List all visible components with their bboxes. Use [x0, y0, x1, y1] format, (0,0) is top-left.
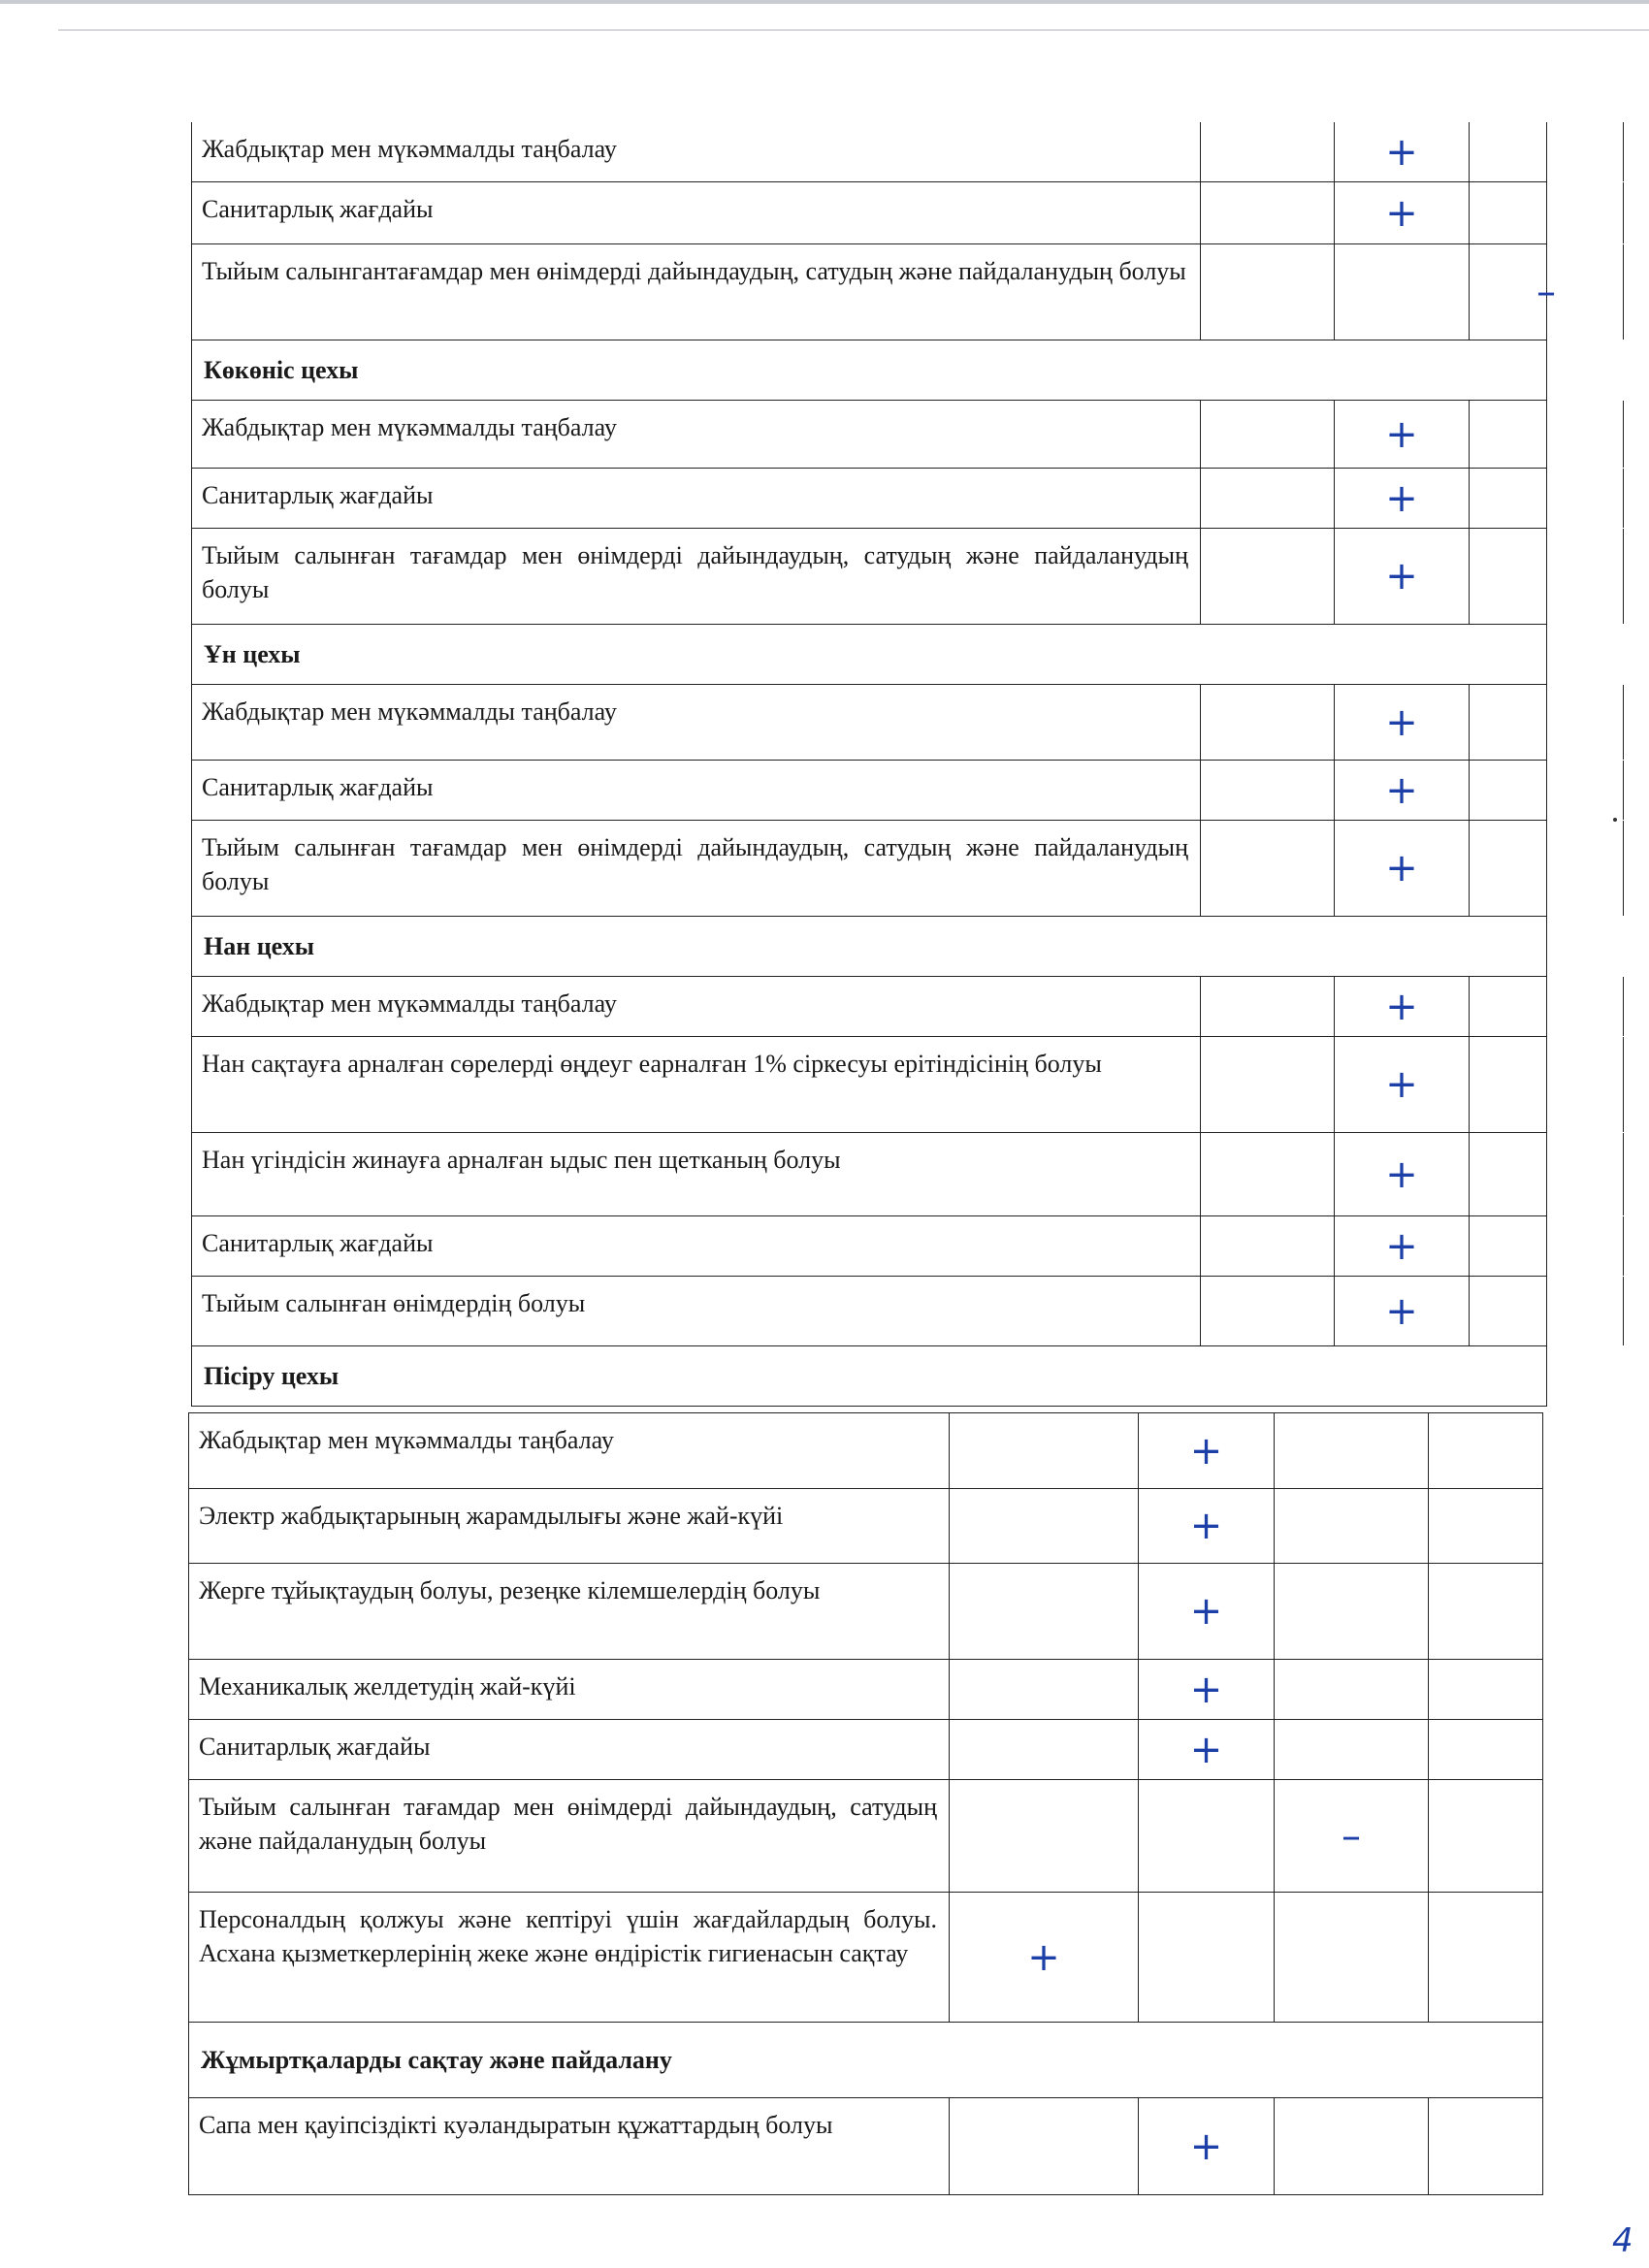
assessment-cell-2 [1335, 401, 1470, 468]
handwritten-mark: + [1189, 2123, 1223, 2169]
table-row [192, 1037, 1546, 1133]
assessment-cell-3 [1470, 122, 1624, 181]
handwritten-mark: + [1027, 1934, 1060, 1980]
criterion-label: Механикалық желдетудің жай-күйі [199, 1672, 576, 1701]
section-heading: Пісіру цехы [204, 1361, 340, 1390]
assessment-cell-2 [1335, 182, 1470, 243]
assessment-cell-2 [1139, 1780, 1275, 1892]
assessment-cell-1 [1201, 182, 1335, 243]
criterion-cell [189, 1893, 950, 2022]
scan-speck [1613, 818, 1617, 822]
section-heading: Нан цехы [204, 931, 315, 960]
section-heading-row [192, 917, 1546, 977]
assessment-cell-1 [1201, 1133, 1335, 1215]
assessment-cell-2 [1335, 1133, 1470, 1215]
handwritten-mark: + [1385, 190, 1418, 236]
criterion-label: Санитарлық жағдайы [202, 481, 434, 509]
table-row [192, 182, 1546, 244]
assessment-cell-3 [1470, 1037, 1624, 1132]
assessment-cell-1 [950, 1413, 1139, 1488]
assessment-cell-1 [1201, 1216, 1335, 1276]
handwritten-mark: + [1189, 1504, 1223, 1548]
section-heading: Ұн цехы [204, 639, 301, 668]
assessment-cell-1 [950, 2098, 1139, 2194]
assessment-cell-1 [1201, 761, 1335, 820]
handwritten-mark: – [1536, 270, 1556, 314]
criterion-label: Жабдықтар мен мүкәммалды таңбалау [199, 1426, 614, 1454]
criterion-label: Тыйым салынған өнімдердің болуы [202, 1289, 586, 1317]
criterion-cell [192, 977, 1201, 1036]
checklist-table-lower [188, 1412, 1543, 2195]
checklist-table-upper [191, 122, 1556, 1407]
handwritten-mark: + [1385, 1288, 1418, 1334]
handwritten-mark: + [1385, 699, 1418, 745]
assessment-cell-2 [1335, 685, 1470, 760]
criterion-cell [189, 1720, 950, 1779]
assessment-cell-1 [950, 1564, 1139, 1659]
criterion-cell [192, 1133, 1201, 1215]
page-number: 4 [1612, 2221, 1633, 2260]
handwritten-mark: + [1385, 1151, 1418, 1197]
criterion-label: Персоналдың қолжуы және кептіруі үшін жағдайлардың болуы. Асхана қызметкерлерінің жеке және өндірістік гигиенасын сақтау [199, 1905, 937, 1967]
assessment-cell-2 [1335, 1216, 1470, 1276]
handwritten-mark: + [1189, 1727, 1223, 1772]
handwritten-mark: + [1189, 1667, 1223, 1712]
criterion-cell [192, 122, 1201, 181]
table-row [192, 469, 1546, 529]
criterion-cell [189, 1413, 950, 1488]
assessment-cell-1 [950, 1780, 1139, 1892]
assessment-cell-1 [1201, 529, 1335, 624]
table-row [189, 1489, 1542, 1564]
assessment-cell-4 [1429, 2098, 1542, 2194]
assessment-cell-3 [1275, 1660, 1429, 1719]
handwritten-mark: + [1385, 846, 1418, 891]
assessment-cell-3 [1470, 821, 1624, 916]
criterion-cell [192, 244, 1201, 340]
criterion-cell [192, 821, 1201, 916]
assessment-cell-3 [1275, 1720, 1429, 1779]
handwritten-mark: – [1342, 1813, 1361, 1859]
assessment-cell-2 [1139, 1720, 1275, 1779]
criterion-label: Нан сақтауға арналған сөрелерді өңдеуг еарналған 1% сіркесуы ерітіндісінің болуы [202, 1050, 1102, 1078]
criterion-label: Санитарлық жағдайы [202, 1229, 434, 1257]
assessment-cell-3 [1275, 1489, 1429, 1563]
criterion-label: Тыйым салынған тағамдар мен өнімдерді дайындаудың, сатудың және пайдаланудың болуы [202, 833, 1188, 895]
assessment-cell-1 [1201, 244, 1335, 340]
assessment-cell-3 [1470, 685, 1624, 760]
handwritten-mark: + [1385, 984, 1418, 1029]
assessment-cell-3 [1470, 1133, 1624, 1215]
criterion-cell [189, 2098, 950, 2194]
section-heading: Көкөніс цехы [204, 355, 359, 384]
assessment-cell-1 [1201, 401, 1335, 468]
assessment-cell-3 [1470, 401, 1624, 468]
table-row [192, 1216, 1546, 1277]
assessment-cell-2 [1139, 1413, 1275, 1488]
table-row [192, 529, 1546, 625]
assessment-cell-2 [1335, 977, 1470, 1036]
table-row [192, 122, 1546, 182]
criterion-label: Жабдықтар мен мүкәммалды таңбалау [202, 697, 617, 726]
assessment-cell-1 [1201, 977, 1335, 1036]
table-row [189, 1893, 1542, 2023]
table-row [192, 685, 1546, 761]
scan-edge-line [58, 29, 1649, 31]
handwritten-mark: + [1385, 1223, 1418, 1269]
assessment-cell-2 [1139, 1893, 1275, 2022]
assessment-cell-3 [1470, 761, 1624, 820]
handwritten-mark: + [1385, 129, 1418, 175]
assessment-cell-4 [1429, 1413, 1542, 1488]
assessment-cell-1 [1201, 821, 1335, 916]
assessment-cell-3 [1470, 244, 1624, 340]
assessment-cell-2 [1335, 1037, 1470, 1132]
criterion-label: Санитарлық жағдайы [202, 195, 434, 223]
assessment-cell-2 [1139, 1660, 1275, 1719]
assessment-cell-3 [1470, 977, 1624, 1036]
assessment-cell-1 [1201, 1037, 1335, 1132]
criterion-label: Жабдықтар мен мүкәммалды таңбалау [202, 413, 617, 441]
assessment-cell-1 [1201, 685, 1335, 760]
assessment-cell-4 [1429, 1564, 1542, 1659]
table-row [189, 1660, 1542, 1720]
handwritten-mark: + [1385, 475, 1418, 521]
table-row [192, 1277, 1546, 1346]
criterion-cell [192, 761, 1201, 820]
criterion-label: Тыйым салынгантағамдар мен өнімдерді дайындаудың, сатудың және пайдаланудың болуы [202, 257, 1186, 285]
table-row [192, 401, 1546, 469]
assessment-cell-3 [1470, 1216, 1624, 1276]
handwritten-mark: + [1189, 1428, 1223, 1474]
criterion-label: Жабдықтар мен мүкәммалды таңбалау [202, 989, 617, 1018]
table-row [192, 761, 1546, 821]
assessment-cell-2 [1335, 1277, 1470, 1345]
criterion-label: Жерге тұйықтаудың болуы, резеңке кілемшелердің болуы [199, 1576, 821, 1604]
assessment-cell-3 [1275, 1780, 1429, 1892]
assessment-cell-1 [1201, 1277, 1335, 1345]
section-heading-row [192, 625, 1546, 685]
assessment-cell-1 [950, 1489, 1139, 1563]
criterion-label: Тыйым салынған тағамдар мен өнімдерді дайындаудың, сатудың және пайдаланудың болуы [202, 541, 1188, 603]
table-row [189, 1564, 1542, 1660]
assessment-cell-1 [950, 1720, 1139, 1779]
table-row [189, 1412, 1542, 1489]
assessment-cell-2 [1335, 821, 1470, 916]
table-row [192, 244, 1556, 340]
assessment-cell-1 [1201, 469, 1335, 528]
assessment-cell-4 [1429, 1893, 1542, 2022]
assessment-cell-1 [950, 1893, 1139, 2022]
assessment-cell-4 [1429, 1489, 1542, 1563]
table-row [192, 1133, 1546, 1216]
assessment-cell-2 [1139, 1564, 1275, 1659]
section-heading-row [192, 340, 1546, 401]
criterion-cell [192, 1277, 1201, 1345]
assessment-cell-3 [1470, 1277, 1624, 1345]
table-row [192, 821, 1546, 917]
scan-edge [0, 0, 1649, 4]
criterion-cell [189, 1780, 950, 1892]
assessment-cell-2 [1335, 761, 1470, 820]
assessment-cell-2 [1335, 529, 1470, 624]
criterion-cell [192, 1037, 1201, 1132]
criterion-cell [189, 1489, 950, 1563]
assessment-cell-4 [1429, 1780, 1542, 1892]
criterion-cell [192, 685, 1201, 760]
handwritten-mark: + [1189, 1589, 1223, 1634]
assessment-cell-3 [1275, 1413, 1429, 1488]
criterion-cell [189, 1660, 950, 1719]
assessment-cell-4 [1429, 1720, 1542, 1779]
assessment-cell-2 [1335, 244, 1470, 340]
criterion-label: Санитарлық жағдайы [202, 773, 434, 801]
criterion-label: Тыйым салынған тағамдар мен өнімдерді дайындаудың, сатудың және пайдаланудың болуы [199, 1793, 937, 1855]
assessment-cell-3 [1275, 1893, 1429, 2022]
criterion-cell [192, 1216, 1201, 1276]
assessment-cell-3 [1470, 469, 1624, 528]
criterion-label: Санитарлық жағдайы [199, 1733, 431, 1761]
criterion-label: Жабдықтар мен мүкәммалды таңбалау [202, 135, 617, 163]
assessment-cell-3 [1275, 1564, 1429, 1659]
assessment-cell-3 [1470, 182, 1624, 243]
table-row [192, 977, 1546, 1037]
assessment-cell-2 [1335, 122, 1470, 181]
assessment-cell-4 [1429, 1660, 1542, 1719]
section-heading-row [189, 2023, 1542, 2098]
assessment-cell-2 [1335, 469, 1470, 528]
table-row [189, 1780, 1542, 1893]
section-heading-row [192, 1346, 1546, 1407]
criterion-cell [192, 469, 1201, 528]
table-row [189, 2098, 1542, 2195]
assessment-cell-3 [1470, 529, 1624, 624]
assessment-cell-1 [950, 1660, 1139, 1719]
criterion-cell [192, 529, 1201, 624]
assessment-cell-2 [1139, 1489, 1275, 1563]
criterion-label: Электр жабдықтарының жарамдылығы және жай-күйі [199, 1502, 784, 1530]
handwritten-mark: + [1385, 554, 1418, 599]
criterion-cell [192, 182, 1201, 243]
handwritten-mark: + [1385, 1062, 1418, 1107]
table-row [189, 1720, 1542, 1780]
section-heading: Жұмыртқаларды сақтау және пайдалану [201, 2045, 672, 2074]
criterion-label: Нан үгіндісін жинауға арналған ыдыс пен щетканың болуы [202, 1146, 841, 1174]
criterion-label: Сапа мен қауіпсіздікті куәландыратын құжаттардың болуы [199, 2111, 833, 2139]
assessment-cell-3 [1275, 2098, 1429, 2194]
assessment-cell-2 [1139, 2098, 1275, 2194]
handwritten-mark: + [1385, 767, 1418, 813]
handwritten-mark: + [1385, 411, 1418, 457]
assessment-cell-1 [1201, 122, 1335, 181]
criterion-cell [192, 401, 1201, 468]
criterion-cell [189, 1564, 950, 1659]
